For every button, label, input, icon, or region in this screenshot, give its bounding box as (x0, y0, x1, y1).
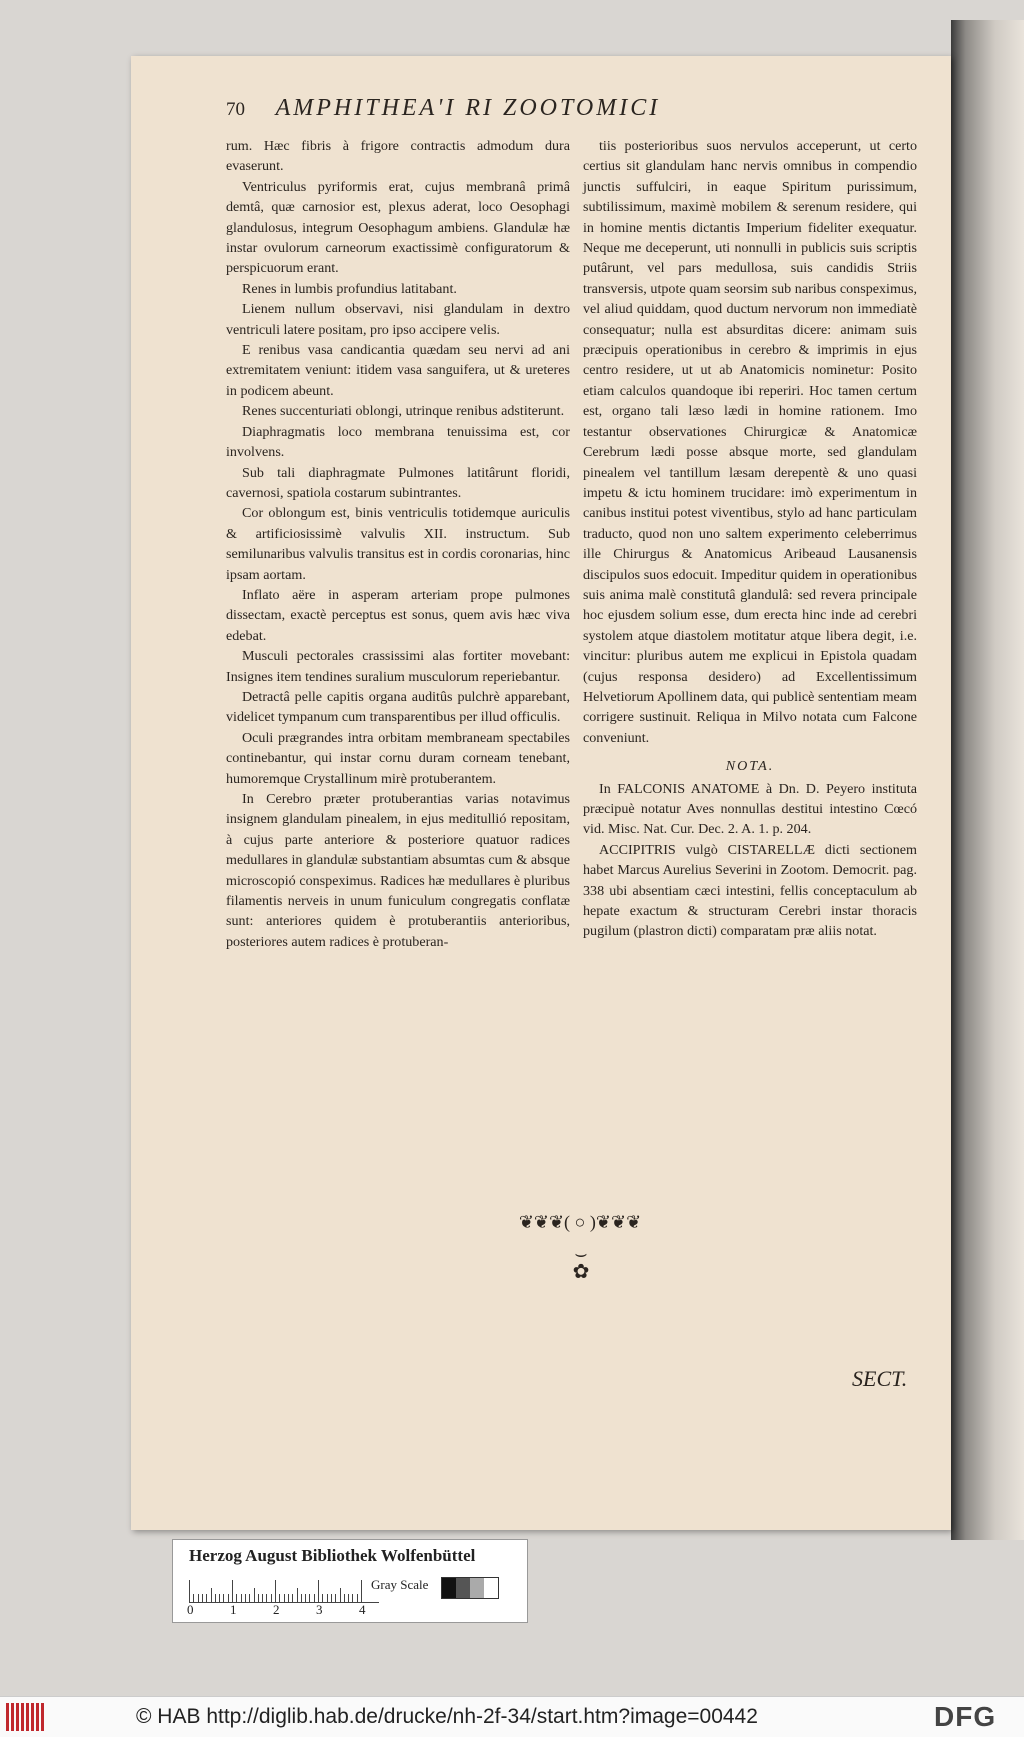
ruler-tick (228, 1594, 229, 1602)
ruler-scale (189, 1578, 379, 1603)
ruler-tick (309, 1594, 310, 1602)
ruler-tick (249, 1594, 250, 1602)
ruler-tick (292, 1594, 293, 1602)
ruler-tick (193, 1594, 194, 1602)
ruler-number: 4 (359, 1602, 366, 1617)
right-paragraph: tiis posterioribus suos nervulos acceperunt, ut certo certius sit glandulam hanc nervis omnibus in compendio junctis suffulciri, in eaque Spiritum purissimum, subtilissimum, maximè mobilem & serenum residere, qui in homine mentis dictantis Imperium fideliter exequatur. Neque me deceperunt, uti nonnulli in publicis suis scriptis putârunt, vel pars medullosa, suis candidis Striis transversis, utpote quam seorsim sub naribus conspeximus, vel aliud quiddam, quod ductum nervorum non immediatè consequatur; nulla est absurditas dicere: animam suis præcipuis operationibus in cerebro & imprimis in ejus centro residere, ut ut ab Anatomicis nominetur: Posito etiam calculos quandoque ibi reperiri. Hoc tamen certum est, organo tali læso lædi in homine rationem. Imo testantur observationes Chirurgicæ & Anatomicæ Cerebrum lædi posse absque morte, sed glandulam pinealem vel tantillum læsam derepentè & uno quasi impetu & ictu hominem trucidare: imò experimentum in canibus institui potest viventibus, stylo ad hanc particulam traducto, quod non uno saltem experimento celeberrimus ille Chirurgus & Anatomicus Aribeaud Lausanensis discipulos suos edocuit. Impeditur quidem in operationibus suis anima malè constitutâ glandulâ: sed revera principale hoc ejusdem solium esse, dum erecta hinc inde ad cerebri systolem atque diastolem motitatur atque libera degit, i.e. vincitur: pluribus autem me explicui in Epistola quadam (cujus responsa desidero) ad Excellentissimum Helvetiorum Apollinem data, qui publicè sententiam meam corrigere sustinuit. Reliqua in Milvo notata cum Falcone conveniunt. (583, 138, 917, 746)
ruler-tick (275, 1580, 276, 1602)
ruler-number: 1 (230, 1602, 237, 1617)
ruler-tick (357, 1594, 358, 1602)
left-paragraph: rum. Hæc fibris à frigore contractis admodum dura evaserunt. (226, 138, 570, 175)
gray-scale-label: Gray Scale (371, 1577, 429, 1592)
ruler-tick (314, 1594, 315, 1602)
ruler-tick (215, 1594, 216, 1602)
ruler-tick (288, 1594, 289, 1602)
ruler-tick (297, 1588, 298, 1602)
ruler-number: 2 (273, 1602, 280, 1617)
left-paragraph: E renibus vasa candicantia quædam seu nervi ad ani extremitatem veniunt: itidem vasa sanguifera, ut & ureteres in podicem abeunt. (226, 342, 570, 399)
ruler-tick (331, 1594, 332, 1602)
ruler-tick (202, 1594, 203, 1602)
ruler-tick (322, 1594, 323, 1602)
ruler-title: Herzog August Bibliothek Wolfenbüttel (189, 1546, 476, 1565)
ruler-tick (211, 1588, 212, 1602)
source-link[interactable]: © HAB http://diglib.hab.de/drucke/nh-2f-34/start.htm?image=00442 (136, 1705, 758, 1728)
left-paragraph: Sub tali diaphragmate Pulmones latitârunt floridi, cavernosi, spatiola costarum subintrantes. (226, 464, 570, 501)
ruler-tick (301, 1594, 302, 1602)
left-paragraph: Renes in lumbis profundius latitabant. (242, 280, 457, 297)
ruler-tick (284, 1594, 285, 1602)
ruler-number: 0 (187, 1602, 194, 1617)
ruler-tick (206, 1594, 207, 1602)
ruler-tick (258, 1594, 259, 1602)
nota-paragraph-1: In FALCONIS ANATOME à Dn. D. Peyero instituta præcipuè notatur Aves nonnullas destitui intestino Cœcó vid. Misc. Nat. Cur. Dec. 2. A. 1. p. 204. (583, 780, 917, 838)
nota-paragraph-2: ACCIPITRIS vulgò CISTARELLÆ dicti sectionem habet Marcus Aurelius Severini in Zootom. Democrit. pag. 338 ubi absentiam cæci intestini, fellis conceptaculum ab hepate exactum & structuram Cerebri instar thoracis pugilum (plastron dicti) comparatam præ aliis notat. (583, 841, 917, 940)
page-number: 70 (226, 99, 245, 120)
ruler-tick (232, 1580, 233, 1602)
ruler-tick (318, 1580, 319, 1602)
ruler-tick (189, 1580, 190, 1602)
left-paragraph: In Cerebro præter protuberantias varias notavimus insignem glandulam pinealem, in ejus meditullió repositam, à cujus parte anteriore & posteriore quatuor radices medullares in glandulæ substantiam absumtas cum & absque microscopió conspeximus. Radices hæ medullares è pluribus filamentis nerveis in unum funiculum congregatis conflatæ sunt: anteriores quidem è protuberantiis anterioribus, posteriores autem radices è protuberan- (226, 791, 570, 950)
ruler-tick (219, 1594, 220, 1602)
nota-title: NOTA. (725, 758, 775, 775)
dfg-logo: DFG (934, 1701, 997, 1732)
ruler-tick (340, 1588, 341, 1602)
catchword: SECT. (852, 1366, 908, 1391)
viewer-footer (0, 1696, 1024, 1737)
ruler-tick (241, 1594, 242, 1602)
tailpiece-ornament: ❦❦❦( ○ )❦❦❦ (518, 1212, 642, 1232)
hab-logo-icon (6, 1703, 46, 1731)
ruler-tick (352, 1594, 353, 1602)
ruler-tick (335, 1594, 336, 1602)
ruler-tick (236, 1594, 237, 1602)
ruler-tick (361, 1580, 362, 1602)
gray-scale-swatch (441, 1577, 499, 1599)
left-paragraph: Cor oblongum est, binis ventriculis totidemque auriculis & artificiosissimè valvulis XII. instructum. Sub semilunaribus valvulis transitus est in cordis coronarias, hinc ipsam aortam. (226, 505, 570, 583)
ruler-tick (279, 1594, 280, 1602)
adjacent-page-edge (951, 20, 1024, 1540)
ruler-number: 3 (316, 1602, 323, 1617)
ruler-tick (327, 1594, 328, 1602)
color-calibration-ruler (172, 1539, 528, 1623)
ruler-tick (305, 1594, 306, 1602)
page-header (226, 95, 786, 122)
small-ornament-icon: ⌣ ✿ (572, 1243, 590, 1283)
left-paragraph: Detractâ pelle capitis organa auditûs pulchrè apparebant, videlicet tympanum cum transparentibus per illud officulis. (226, 688, 570, 726)
ruler-tick (262, 1594, 263, 1602)
left-paragraph: Renes succenturiati oblongi, utrinque renibus adstiterunt. (242, 403, 565, 420)
left-paragraph: Musculi pectorales crassissimi alas fortiter movebant: Insignes item tendines suralium musculorum reperiebantur. (226, 648, 570, 685)
right-column (583, 136, 917, 942)
ruler-tick (245, 1594, 246, 1602)
left-paragraph: Lienem nullum observavi, nisi glandulam in dextro ventriculi latere positam, pro ipso accipere velis. (226, 301, 570, 338)
ruler-tick (198, 1594, 199, 1602)
left-paragraph: Oculi prægrandes intra orbitam membraneam spectabiles continebantur, qui instar cornu duram corneam tenebant, humoremque Crystallinum mirè protuberantem. (226, 729, 570, 787)
left-paragraph: Ventriculus pyriformis erat, cujus membranâ primâ demtâ, quæ carnosior est, plexus aderat, loco Oesophagi glandulosus, integrum Oesophagum ambiens. Glandulæ hæ instar ovulorum carneorum exactissimè configuratorum & perspicuorum erant. (226, 178, 570, 277)
left-paragraph: Inflato aëre in asperam arteriam prope pulmones dissectam, exactè perceptus est sonus, quem avis hæc viva edebat. (226, 586, 570, 644)
ruler-tick (266, 1594, 267, 1602)
ruler-tick (254, 1588, 255, 1602)
running-title: AMPHITHEA'I RI ZOOTOMICI (275, 95, 661, 121)
ruler-tick (348, 1594, 349, 1602)
ruler-tick (223, 1594, 224, 1602)
ruler-tick (344, 1594, 345, 1602)
left-column (226, 136, 570, 952)
left-paragraph: Diaphragmatis loco membrana tenuissima est, cor involvens. (226, 423, 570, 461)
ruler-tick (271, 1594, 272, 1602)
